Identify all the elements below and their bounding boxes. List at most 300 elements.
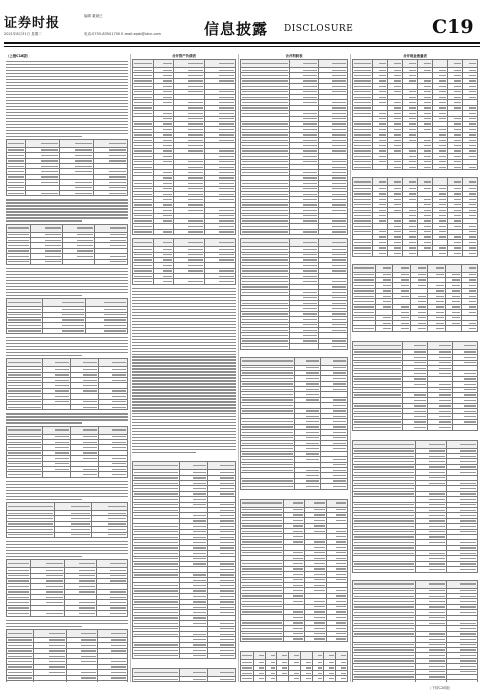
table-cell bbox=[43, 405, 71, 410]
cell-text-line bbox=[303, 335, 317, 336]
cell-text-line bbox=[354, 368, 401, 369]
cell-text-line bbox=[332, 70, 346, 71]
cell-text-line bbox=[293, 536, 303, 537]
cell-text-line bbox=[336, 563, 346, 564]
cell-text-line bbox=[188, 145, 203, 146]
cell-text-line bbox=[306, 480, 319, 481]
cell-text-line bbox=[424, 210, 431, 211]
cell-text-line bbox=[163, 265, 173, 266]
cell-text-line bbox=[134, 531, 178, 532]
cell-text-line bbox=[110, 575, 126, 576]
cell-text-line bbox=[332, 129, 346, 130]
cell-text-line bbox=[110, 234, 126, 235]
cell-text-line bbox=[163, 102, 173, 103]
cell-text-line bbox=[219, 226, 234, 227]
cell-text-line bbox=[271, 673, 276, 674]
cell-text-line bbox=[112, 458, 126, 459]
cell-text-line bbox=[354, 466, 414, 467]
cell-text-line bbox=[436, 312, 444, 313]
cell-text-line bbox=[354, 553, 414, 554]
text-line bbox=[6, 283, 128, 284]
cell-text-line bbox=[332, 346, 346, 347]
cell-text-line bbox=[354, 411, 401, 412]
cell-text-line bbox=[242, 220, 288, 221]
cell-text-line bbox=[134, 596, 178, 597]
cell-text-line bbox=[469, 145, 476, 146]
cell-text-line bbox=[469, 285, 476, 286]
text-line bbox=[6, 292, 128, 293]
cell-text-line bbox=[333, 389, 346, 390]
cell-text-line bbox=[454, 102, 461, 103]
cell-text-line bbox=[333, 416, 346, 417]
cell-text-line bbox=[75, 182, 92, 183]
page-number: C19 bbox=[432, 16, 474, 38]
cell-text-line bbox=[134, 510, 178, 511]
cell-text-line bbox=[429, 504, 445, 505]
cell-text-line bbox=[429, 461, 445, 462]
table-cell bbox=[448, 60, 463, 68]
cell-text-line bbox=[109, 182, 126, 183]
cell-text-line bbox=[354, 655, 414, 656]
cell-text-line bbox=[81, 656, 96, 657]
cell-text-line bbox=[379, 204, 386, 205]
cell-text-line bbox=[314, 638, 324, 639]
cell-text-line bbox=[354, 389, 401, 390]
cell-text-line bbox=[314, 541, 324, 542]
table-cell bbox=[446, 567, 477, 572]
cell-text-line bbox=[439, 215, 446, 216]
cell-text-line bbox=[242, 156, 288, 157]
cell-text-line bbox=[429, 526, 445, 527]
cell-text-line bbox=[314, 574, 324, 575]
table-cell bbox=[241, 681, 254, 682]
cell-text-line bbox=[242, 134, 288, 135]
cell-text-line bbox=[336, 579, 346, 580]
cell-text-line bbox=[112, 429, 126, 430]
cell-text-line bbox=[55, 374, 69, 375]
text-line bbox=[132, 339, 236, 340]
cell-text-line bbox=[271, 678, 276, 679]
cell-text-line bbox=[454, 145, 461, 146]
cell-text-line bbox=[220, 472, 234, 473]
cell-text-line bbox=[306, 470, 319, 471]
cell-text-line bbox=[354, 563, 414, 564]
cell-text-line bbox=[418, 317, 426, 318]
cell-text-line bbox=[134, 672, 178, 673]
cell-text-line bbox=[242, 453, 293, 454]
cell-text-line bbox=[306, 394, 319, 395]
table-cell bbox=[67, 681, 97, 682]
cell-text-line bbox=[314, 563, 324, 564]
table-cell bbox=[289, 681, 301, 682]
table-cell bbox=[265, 652, 277, 660]
cell-text-line bbox=[424, 63, 431, 64]
text-line bbox=[6, 541, 128, 542]
cell-text-line bbox=[429, 510, 445, 511]
table-cell bbox=[353, 580, 416, 588]
cell-text-line bbox=[79, 607, 95, 608]
cell-text-line bbox=[332, 86, 346, 87]
table-row bbox=[7, 359, 128, 367]
cell-text-line bbox=[8, 474, 41, 475]
cell-text-line bbox=[429, 515, 445, 516]
cell-text-line bbox=[460, 466, 476, 467]
cell-text-line bbox=[424, 145, 431, 146]
cell-text-line bbox=[83, 447, 97, 448]
cell-text-line bbox=[303, 270, 317, 271]
cell-text-line bbox=[8, 227, 29, 228]
cell-text-line bbox=[329, 655, 334, 656]
table-cell bbox=[98, 426, 127, 434]
cell-text-line bbox=[354, 253, 371, 254]
cell-text-line bbox=[242, 249, 288, 250]
cell-text-line bbox=[134, 134, 152, 135]
cell-text-line bbox=[242, 194, 288, 195]
cell-text-line bbox=[8, 633, 32, 634]
cell-text-line bbox=[424, 80, 431, 81]
cell-text-line bbox=[108, 529, 126, 530]
cell-text-line bbox=[469, 97, 476, 98]
cell-text-line bbox=[8, 661, 32, 662]
cell-text-line bbox=[424, 167, 431, 168]
cell-text-line bbox=[271, 662, 276, 663]
table-cell bbox=[283, 636, 304, 641]
cell-text-line bbox=[460, 472, 476, 473]
column-4 bbox=[352, 54, 478, 682]
cell-text-line bbox=[336, 633, 346, 634]
text-block bbox=[6, 620, 128, 627]
cell-text-line bbox=[354, 649, 414, 650]
cell-text-line bbox=[469, 242, 476, 243]
cell-text-line bbox=[110, 580, 126, 581]
cell-text-line bbox=[303, 134, 317, 135]
cell-text-line bbox=[134, 204, 152, 205]
cell-text-line bbox=[8, 677, 32, 678]
section-title: 信息披露 bbox=[204, 20, 269, 38]
cell-text-line bbox=[109, 193, 126, 194]
cell-text-line bbox=[134, 254, 152, 255]
text-line bbox=[132, 380, 236, 381]
cell-text-line bbox=[414, 362, 426, 363]
cell-text-line bbox=[469, 328, 476, 329]
cell-text-line bbox=[242, 520, 282, 521]
cell-text-line bbox=[111, 650, 126, 651]
cell-text-line bbox=[354, 472, 414, 473]
column-heading: （上接C18版） bbox=[6, 54, 31, 58]
cell-text-line bbox=[293, 520, 303, 521]
cell-text-line bbox=[469, 86, 476, 87]
cell-text-line bbox=[303, 204, 317, 205]
table-cell bbox=[283, 499, 304, 507]
cell-text-line bbox=[332, 91, 346, 92]
cell-text-line bbox=[409, 91, 416, 92]
cell-text-line bbox=[303, 70, 317, 71]
table-row bbox=[241, 652, 348, 660]
cell-text-line bbox=[469, 199, 476, 200]
cell-text-line bbox=[429, 649, 445, 650]
cell-text-line bbox=[452, 285, 459, 286]
text-line bbox=[132, 410, 236, 411]
table-row bbox=[133, 229, 236, 234]
cell-text-line bbox=[134, 574, 178, 575]
table-cell bbox=[133, 60, 154, 68]
cell-text-line bbox=[134, 634, 178, 635]
cell-text-line bbox=[193, 563, 207, 564]
cell-text-line bbox=[110, 613, 126, 614]
cell-text-line bbox=[469, 134, 476, 135]
cell-text-line bbox=[424, 140, 431, 141]
cell-text-line bbox=[379, 181, 386, 182]
cell-text-line bbox=[454, 86, 461, 87]
table-cell bbox=[353, 178, 373, 186]
text-line bbox=[6, 202, 128, 203]
table-cell bbox=[290, 344, 319, 349]
table-cell bbox=[7, 681, 34, 682]
cell-text-line bbox=[306, 459, 319, 460]
cell-text-line bbox=[354, 226, 371, 227]
cell-text-line bbox=[8, 325, 41, 326]
text-line bbox=[132, 294, 236, 295]
table-cell bbox=[153, 279, 174, 284]
cell-text-line bbox=[75, 166, 92, 167]
text-line bbox=[6, 481, 128, 482]
cell-text-line bbox=[460, 655, 476, 656]
cell-text-line bbox=[394, 102, 401, 103]
cell-text-line bbox=[454, 150, 461, 151]
cell-text-line bbox=[469, 210, 476, 211]
cell-text-line bbox=[242, 426, 293, 427]
cell-text-line bbox=[436, 328, 444, 329]
cell-text-line bbox=[336, 514, 346, 515]
cell-text-line bbox=[242, 606, 282, 607]
cell-text-line bbox=[134, 167, 152, 168]
cell-text-line bbox=[394, 210, 401, 211]
text-line bbox=[6, 547, 128, 548]
cell-text-line bbox=[293, 514, 303, 515]
cell-text-line bbox=[314, 531, 324, 532]
cell-text-line bbox=[454, 118, 461, 119]
cell-text-line bbox=[414, 421, 426, 422]
cell-text-line bbox=[55, 452, 69, 453]
cell-text-line bbox=[409, 70, 416, 71]
cell-text-line bbox=[460, 520, 476, 521]
cell-text-line bbox=[414, 351, 426, 352]
cell-text-line bbox=[220, 634, 234, 635]
cell-text-line bbox=[303, 319, 317, 320]
table-cell bbox=[55, 502, 91, 510]
table-row bbox=[353, 178, 478, 186]
cell-text-line bbox=[242, 286, 288, 287]
financial-table bbox=[352, 177, 478, 256]
cell-text-line bbox=[306, 678, 311, 679]
cell-text-line bbox=[193, 601, 207, 602]
cell-text-line bbox=[188, 129, 203, 130]
cell-text-line bbox=[83, 474, 97, 475]
cell-text-line bbox=[242, 601, 282, 602]
cell-text-line bbox=[163, 276, 173, 277]
text-line bbox=[6, 118, 128, 119]
cell-text-line bbox=[188, 102, 203, 103]
cell-text-line bbox=[333, 432, 346, 433]
cell-text-line bbox=[242, 215, 288, 216]
text-line bbox=[132, 404, 236, 405]
newspaper-logo: 证券时报 bbox=[4, 16, 61, 31]
cell-text-line bbox=[439, 253, 446, 254]
table-cell bbox=[97, 681, 127, 682]
table-cell bbox=[7, 611, 31, 616]
cell-text-line bbox=[134, 140, 152, 141]
cell-text-line bbox=[8, 374, 41, 375]
cell-text-line bbox=[303, 172, 317, 173]
cell-text-line bbox=[354, 167, 371, 168]
cell-text-line bbox=[409, 113, 416, 114]
cell-text-line bbox=[163, 161, 173, 162]
cell-text-line bbox=[424, 102, 431, 103]
cell-text-line bbox=[439, 80, 446, 81]
cell-text-line bbox=[83, 407, 97, 408]
cell-text-line bbox=[469, 274, 476, 275]
cell-text-line bbox=[424, 231, 431, 232]
cell-text-line bbox=[242, 480, 293, 481]
cell-text-line bbox=[306, 367, 319, 368]
cell-text-line bbox=[336, 611, 346, 612]
cell-text-line bbox=[414, 378, 426, 379]
cell-text-line bbox=[469, 296, 476, 297]
cell-text-line bbox=[163, 123, 173, 124]
cell-text-line bbox=[193, 634, 207, 635]
table-cell bbox=[31, 259, 62, 264]
cell-text-line bbox=[79, 591, 95, 592]
cell-text-line bbox=[332, 183, 346, 184]
cell-text-line bbox=[193, 679, 207, 680]
cell-text-line bbox=[341, 655, 346, 656]
cell-text-line bbox=[75, 149, 92, 150]
cell-text-line bbox=[112, 463, 126, 464]
cell-text-line bbox=[188, 123, 203, 124]
cell-text-line bbox=[41, 193, 58, 194]
cell-text-line bbox=[332, 199, 346, 200]
cell-text-line bbox=[436, 285, 444, 286]
text-line bbox=[132, 351, 236, 352]
cell-text-line bbox=[219, 70, 234, 71]
cell-text-line bbox=[429, 583, 445, 584]
cell-text-line bbox=[282, 655, 287, 656]
text-line bbox=[132, 407, 236, 408]
text-line bbox=[132, 336, 236, 337]
table-cell bbox=[94, 139, 128, 147]
cell-text-line bbox=[193, 612, 207, 613]
cell-text-line bbox=[242, 140, 288, 141]
cell-text-line bbox=[409, 220, 416, 221]
cell-text-line bbox=[409, 210, 416, 211]
cell-text-line bbox=[8, 245, 29, 246]
cell-text-line bbox=[77, 227, 93, 228]
cell-text-line bbox=[134, 276, 152, 277]
table-cell bbox=[43, 359, 71, 367]
table-cell bbox=[353, 165, 373, 170]
cell-text-line bbox=[354, 405, 401, 406]
cell-text-line bbox=[409, 118, 416, 119]
cell-text-line bbox=[332, 249, 346, 250]
cell-text-line bbox=[439, 140, 446, 141]
cell-text-line bbox=[134, 488, 178, 489]
text-line bbox=[132, 291, 236, 292]
cell-text-line bbox=[41, 143, 58, 144]
table-cell bbox=[43, 426, 71, 434]
cell-text-line bbox=[110, 563, 126, 564]
cell-text-line bbox=[379, 210, 386, 211]
cell-text-line bbox=[394, 220, 401, 221]
cell-text-line bbox=[45, 261, 61, 262]
table-cell bbox=[208, 462, 236, 470]
cell-text-line bbox=[112, 442, 126, 443]
cell-text-line bbox=[303, 303, 317, 304]
cell-text-line bbox=[188, 281, 203, 282]
cell-text-line bbox=[354, 312, 374, 313]
text-line bbox=[6, 337, 128, 338]
cell-text-line bbox=[314, 606, 324, 607]
cell-text-line bbox=[46, 591, 63, 592]
table-cell bbox=[277, 681, 289, 682]
cell-text-line bbox=[242, 443, 293, 444]
cell-text-line bbox=[354, 628, 414, 629]
cell-text-line bbox=[424, 118, 431, 119]
cell-text-line bbox=[424, 113, 431, 114]
table-cell bbox=[253, 681, 265, 682]
cell-text-line bbox=[333, 486, 346, 487]
cell-text-line bbox=[41, 182, 58, 183]
contact-line: 电话:0755-83501750 E-mail:zqsb@stcn.com bbox=[84, 32, 161, 36]
text-line bbox=[132, 434, 236, 435]
cell-text-line bbox=[62, 302, 84, 303]
cell-text-line bbox=[112, 469, 126, 470]
table-cell bbox=[241, 652, 254, 660]
cell-text-line bbox=[242, 265, 288, 266]
text-line bbox=[132, 342, 236, 343]
cell-text-line bbox=[220, 679, 234, 680]
cell-text-line bbox=[55, 396, 69, 397]
cell-text-line bbox=[220, 542, 234, 543]
cell-text-line bbox=[409, 156, 416, 157]
cell-text-line bbox=[110, 256, 126, 257]
cell-text-line bbox=[383, 267, 391, 268]
cell-text-line bbox=[134, 210, 152, 211]
cell-text-line bbox=[306, 410, 319, 411]
cell-text-line bbox=[293, 579, 303, 580]
cell-text-line bbox=[454, 181, 461, 182]
table-cell bbox=[91, 502, 127, 510]
cell-text-line bbox=[293, 525, 303, 526]
cell-text-line bbox=[62, 309, 84, 310]
cell-text-line bbox=[55, 442, 69, 443]
table-row bbox=[353, 264, 478, 272]
text-line bbox=[132, 356, 236, 357]
cell-text-line bbox=[8, 380, 41, 381]
cell-text-line bbox=[354, 671, 414, 672]
cell-text-line bbox=[452, 296, 459, 297]
cell-text-line bbox=[293, 531, 303, 532]
cell-text-line bbox=[219, 177, 234, 178]
cell-text-line bbox=[219, 113, 234, 114]
cell-text-line bbox=[409, 102, 416, 103]
cell-text-line bbox=[242, 405, 293, 406]
cell-text-line bbox=[329, 678, 334, 679]
cell-text-line bbox=[354, 515, 414, 516]
text-line bbox=[6, 277, 128, 278]
cell-text-line bbox=[439, 351, 451, 352]
cell-text-line bbox=[71, 506, 89, 507]
cell-text-line bbox=[409, 75, 416, 76]
